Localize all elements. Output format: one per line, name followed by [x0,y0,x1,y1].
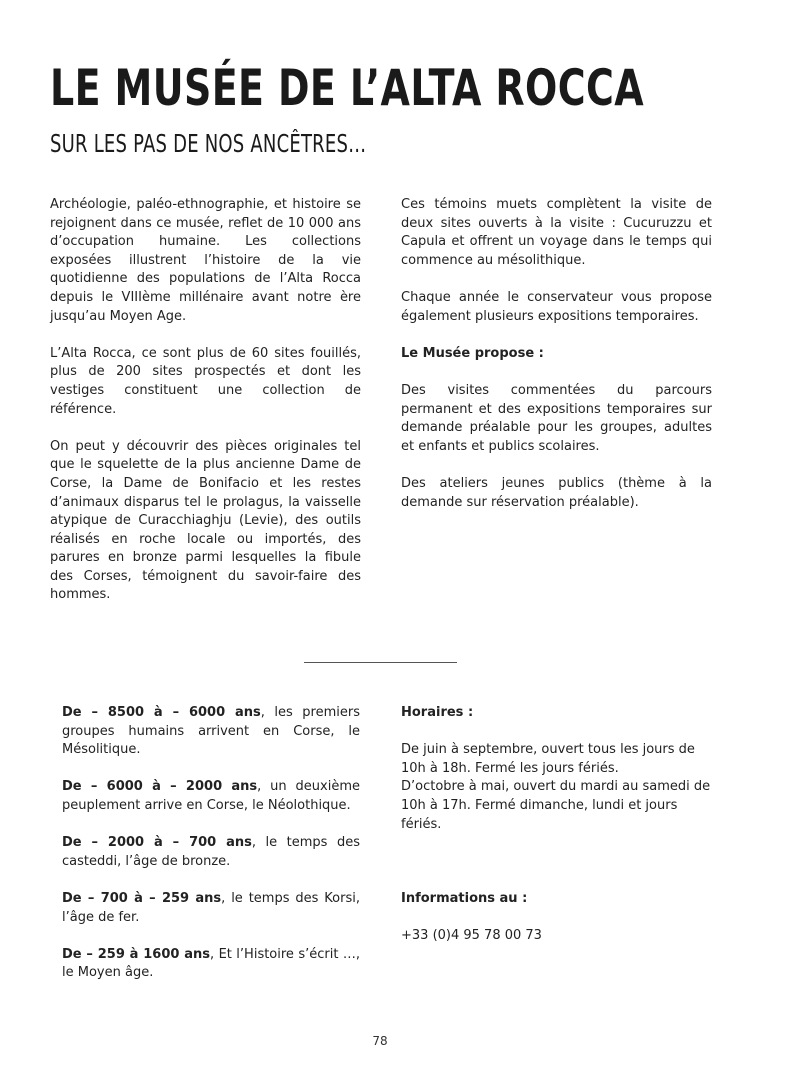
visites-paragraph: Des visites commentées du parcours permanent et des expositions temporaires sur demande préalable pour les groupes, adultes et enfants et publics scolaires. [401,382,712,454]
timeline-period: De – 6000 à – 2000 ans [62,779,258,795]
propose-heading: Le Musée propose : [401,345,544,361]
timeline-text: , un deuxième peuplement arrive en Corse, le Néolothique. [62,779,360,813]
sites-visit-paragraph: Ces témoins muets complètent la visite de deux sites ouverts à la visite : Cucuruzzu et Capula et offrent un voyage dans le temps qui commence au mésolithique. [401,197,712,268]
informations-heading: Informations au : [401,891,528,907]
timeline-column [62,704,360,983]
timeline-period: De – 8500 à – 6000 ans [62,705,261,720]
timeline-period: De – 2000 à – 700 ans [62,835,252,851]
horaires-summer: De juin à septembre, ouvert tous les jours de 10h à 18h. Fermé les jours fériés. [401,742,695,776]
collections-paragraph: On peut y découvrir des pièces originales tel que le squelette de la plus ancienne Dame de Corse, la Dame de Bonifacio et les restes d’animaux disparus tel le prolagus, la vaisselle atypique de Curacchiaghju (Levie), des outils réalisés en roche locale ou importés, des parures en bronze parmi lesquelles la fibule des Corses, témoignent du savoir-faire des hommes. [50,438,361,603]
timeline-entry [62,946,360,983]
timeline-entry [62,704,360,760]
page-number: 78 [372,1034,388,1048]
sites-paragraph: L’Alta Rocca, ce sont plus de 60 sites fouillés, plus de 200 sites prospectés et dont les vestiges constituent une collection de référence. [50,345,361,417]
timeline-entry [62,890,360,927]
timeline-entry [62,778,360,815]
spacer [401,909,712,928]
timeline-entry [62,834,360,871]
timeline-text: , les premiers groupes humains arrivent en Corse, le Mésolitique. [62,705,360,758]
page-subtitle: SUR LES PAS DE NOS ANCÊTRES… [50,129,367,158]
horaires-winter: D’octobre à mai, ouvert du mardi au samedi de 10h à 17h. Fermé dimanche, lundi et jours fériés. [401,779,711,832]
intro-paragraph: Archéologie, paléo-ethnographie, et histoire se rejoignent dans ce musée, reflet de 10 000 ans d’occupation humaine. Les collections exposées illustrent l’histoire de la vie quotidienne des populations de l’Alta Rocca depuis le VIIIème millénaire avant notre ère jusqu’au Moyen Age. [50,197,361,324]
ateliers-paragraph: Des ateliers jeunes publics (thème à la demande sur réservation préalable). [401,475,712,510]
spacer [401,834,712,890]
timeline-text: , le temps des Korsi, l’âge de fer. [62,890,360,925]
phone-number: +33 (0)4 95 78 00 73 [401,928,542,944]
timeline-text: , Et l’Histoire s’écrit …, le Moyen âge. [62,946,361,981]
spacer [401,723,712,742]
timeline-period: De – 259 à 1600 ans [62,946,211,962]
horaires-heading: Horaires : [401,705,474,720]
timeline-text: , le temps des casteddi, l’âge de bronze. [62,835,360,869]
intro-right-column [401,196,712,512]
intro-left-column [50,196,361,605]
expositions-paragraph: Chaque année le conservateur vous propose également plusieurs expositions temporaires. [401,289,712,324]
page-title: LE MUSÉE DE L’ALTA ROCCA [50,59,645,117]
practical-info-column [401,704,712,946]
section-divider [304,662,457,663]
timeline-period: De – 700 à – 259 ans [62,890,222,906]
